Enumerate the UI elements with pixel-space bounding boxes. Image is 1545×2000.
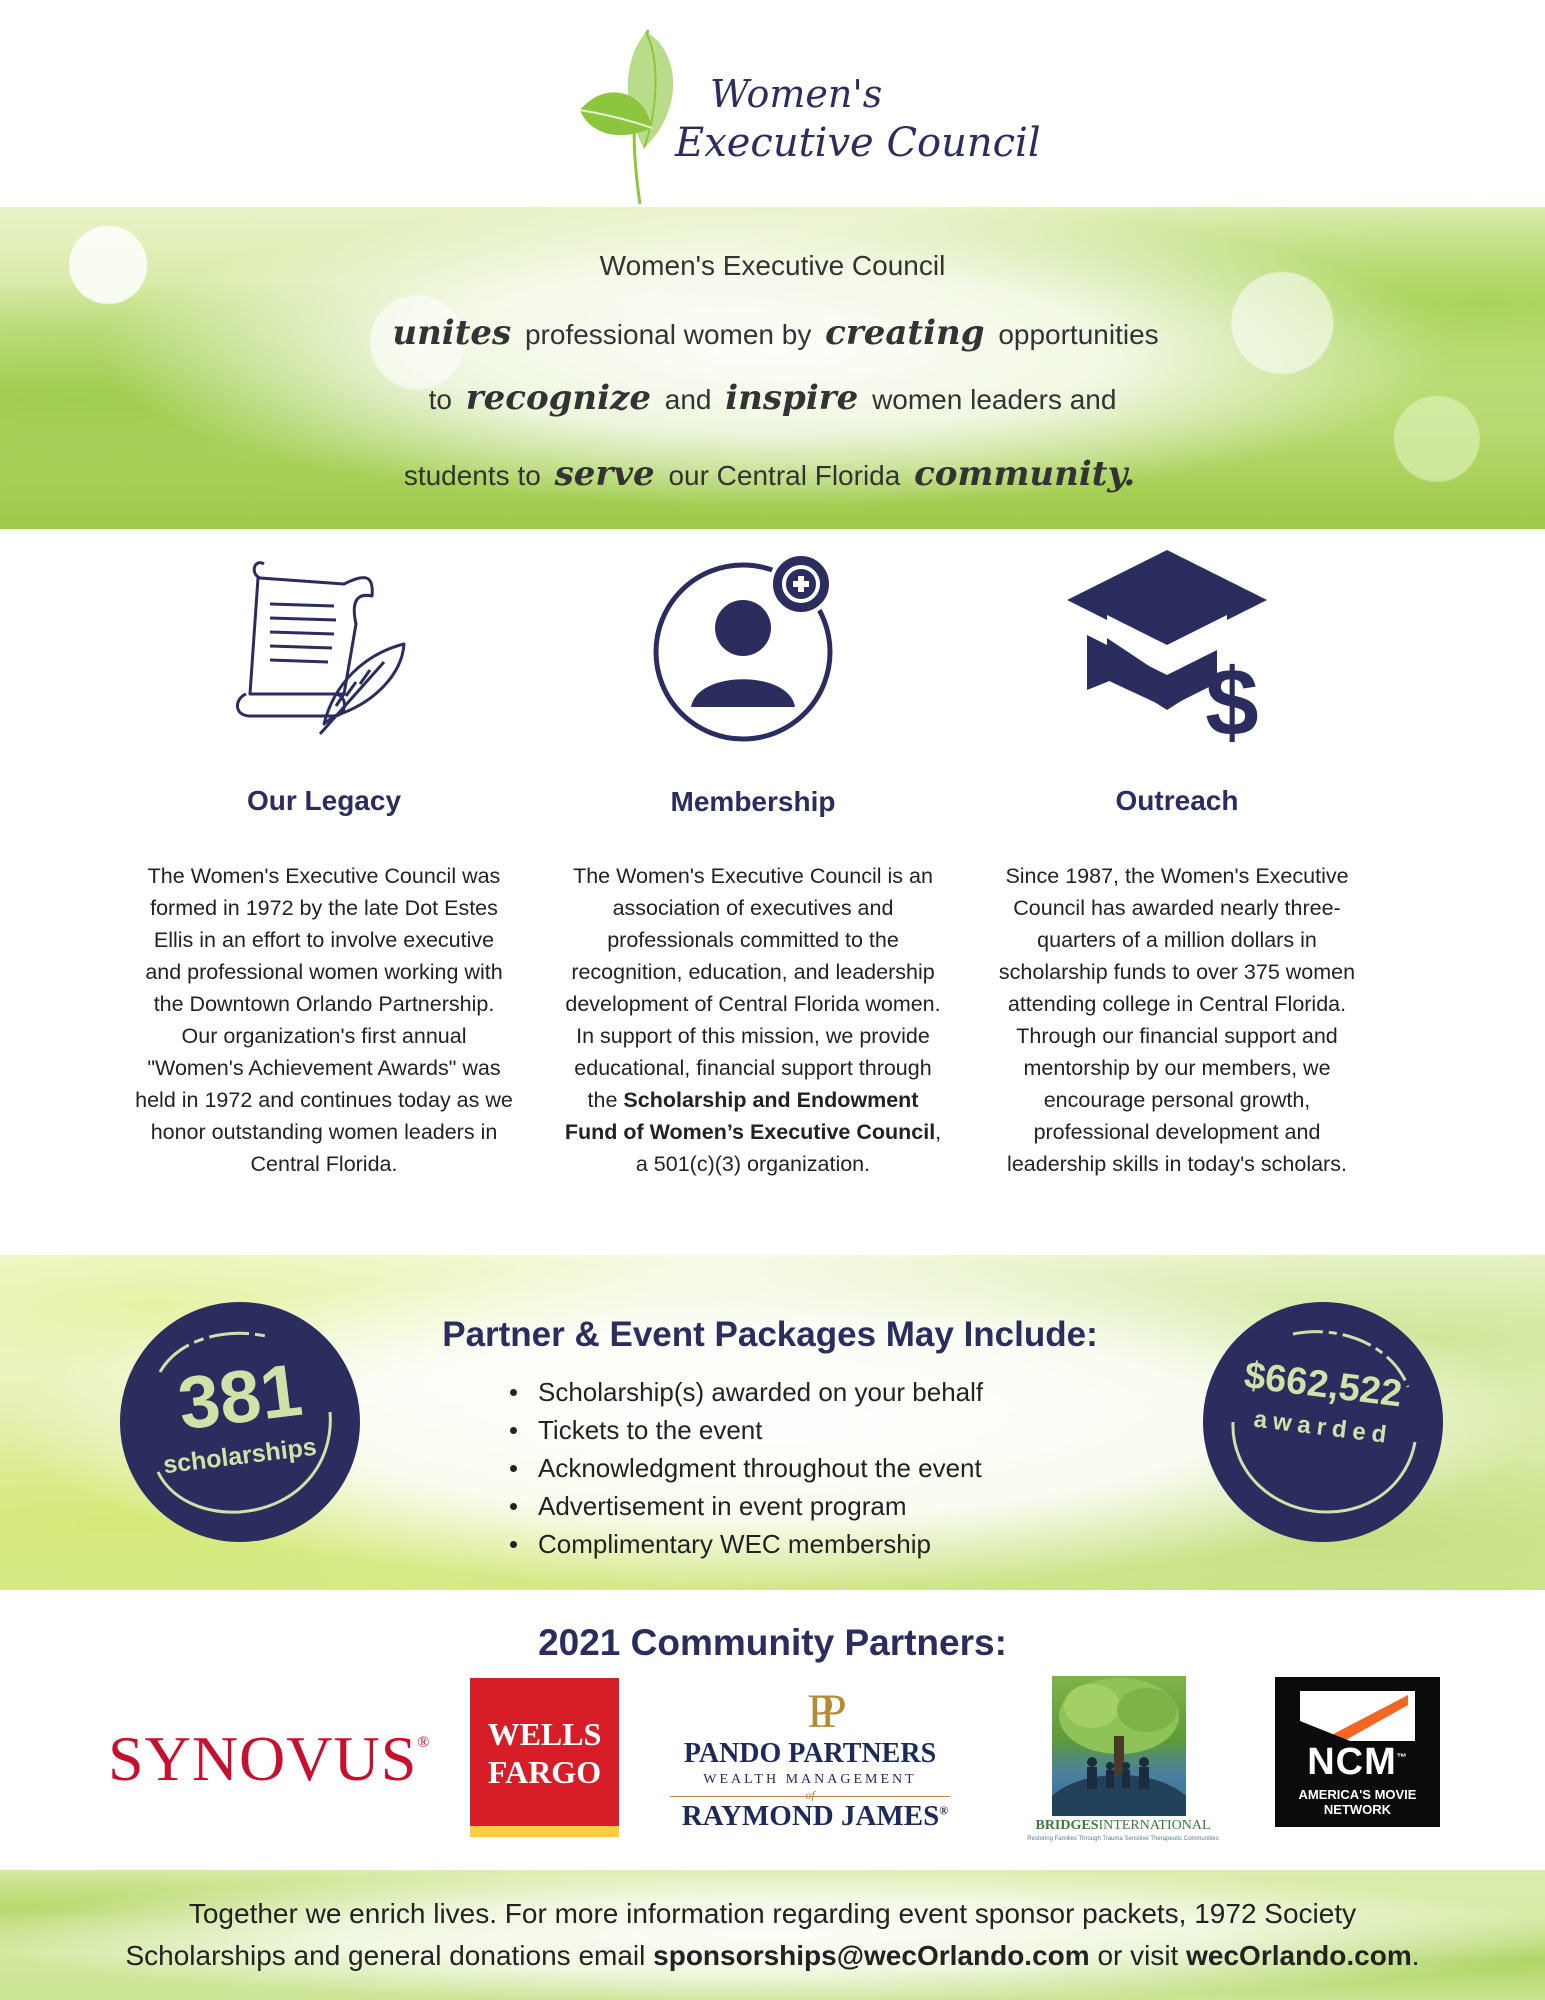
list-item: Advertisement in event program: [506, 1487, 983, 1525]
awarded-label: awarded: [1252, 1405, 1394, 1450]
legacy-title: Our Legacy: [246, 785, 402, 816]
mission-text: our Central Florida: [668, 460, 901, 491]
outreach-title: Outreach: [1115, 785, 1239, 816]
script-word: serve: [554, 454, 655, 494]
synovus-name: SYNOVUS: [108, 1723, 418, 1794]
legacy-body: The Women's Executive Council was formed in 1972 by the late Dot Estes Ellis in an effort to involve executive and professional women working with the Downtown Orlando Partnership. Our organization's first annual "Women's Achievement Awards" was held in 1972 and continues today as we honor outstanding women leaders in Central Florida.: [135, 864, 513, 1176]
pando-name: PANDO PARTNERS: [683, 1738, 937, 1769]
script-word: inspire: [725, 378, 859, 418]
leaf-icon: [560, 20, 710, 210]
registered-mark: ®: [417, 1734, 431, 1751]
mission-text: professional women by: [524, 319, 812, 350]
registered-mark: ®: [939, 1803, 949, 1818]
logo-line-2: Executive Council: [675, 120, 1041, 166]
scholarships-label: scholarships: [161, 1432, 319, 1480]
synovus-logo: [108, 1722, 430, 1796]
ncm-tagline-1: AMERICA'S MOVIE: [1298, 1787, 1417, 1802]
graduation-cap-dollar-icon: [1067, 550, 1287, 760]
list-item: Scholarship(s) awarded on your behalf: [506, 1373, 983, 1411]
pando-subtitle: WEALTH MANAGEMENT: [703, 1772, 917, 1787]
svg-text:$: $: [1205, 649, 1259, 756]
mission-org-name: Women's Executive Council: [599, 250, 946, 281]
awarded-stat-badge: [1203, 1302, 1443, 1542]
scroll-quill-icon: [224, 544, 424, 754]
bridges-name-bold: BRIDGES: [1035, 1818, 1099, 1833]
website-link[interactable]: wecOrlando.com: [1186, 1940, 1412, 1971]
pando-monogram: PP: [807, 1685, 833, 1738]
mission-text: students to: [403, 460, 541, 491]
mission-line-2: [0, 313, 1545, 353]
script-word: creating: [825, 313, 985, 353]
bridges-tree-image: [1052, 1676, 1186, 1816]
footer-banner: [0, 1870, 1545, 2000]
mission-line-3: [0, 378, 1545, 418]
mission-text: opportunities: [998, 319, 1159, 350]
footer-line-2: [0, 1940, 1545, 1972]
pando-of: of: [805, 1788, 815, 1802]
wells-fargo-logo: [470, 1678, 619, 1837]
footer-line-1: Together we enrich lives. For more information regarding event sponsor packets, 1972 Society: [188, 1898, 1357, 1929]
ncm-name: [1275, 1741, 1440, 1784]
wells-fargo-line-2: FARGO: [487, 1754, 602, 1790]
bridges-tagline: Restoring Families Through Trauma Sensitive Therapeutic Communities: [1027, 1836, 1219, 1842]
ncm-frame-icon: [1300, 1691, 1415, 1741]
bridges-name: [1018, 1818, 1228, 1834]
outreach-body: Since 1987, the Women's Executive Council has awarded nearly three-quarters of a million dollars in scholarship funds to over 375 women attending college in Central Florida. Through our financial support and mentorship by our members, we encourage personal growth, professional development and leadership skills in today's scholars.: [998, 864, 1356, 1176]
script-word: community.: [914, 454, 1136, 494]
mission-banner: [0, 207, 1545, 529]
bridges-international-logo: [1018, 1676, 1228, 1846]
membership-fund-name: Scholarship and Endowment Fund of Women’s Executive Council: [564, 1088, 936, 1144]
scholarships-count: 381: [173, 1347, 307, 1446]
ncm-tagline: [1275, 1787, 1440, 1817]
user-add-icon: [653, 552, 853, 752]
sponsorship-email-link[interactable]: sponsorships@wecOrlando.com: [653, 1940, 1090, 1971]
raymond-james-name: [660, 1800, 970, 1833]
script-word: recognize: [465, 378, 651, 418]
packages-list: [506, 1373, 983, 1563]
scholarships-stat-badge: [120, 1302, 360, 1542]
ncm-logo: [1275, 1677, 1440, 1827]
mission-text: women leaders and: [872, 384, 1117, 415]
pando-partners-logo: [660, 1684, 980, 1834]
membership-body-text: The Women's Executive Council is an association of executives and professionals committed to the recognition, education, and leadership development of Central Florida women. In support of this mission, we provide educational, financial support through the: [565, 864, 941, 1112]
wec-logo: [560, 20, 1041, 210]
membership-title: Membership: [670, 786, 836, 817]
ncm-name-text: NCM: [1307, 1741, 1397, 1783]
mission-line-4: [0, 454, 1545, 494]
list-item: Acknowledgment throughout the event: [506, 1449, 983, 1487]
wells-fargo-line-1: WELLS: [487, 1716, 602, 1752]
script-word: unites: [392, 313, 512, 353]
mission-line-1: [0, 250, 1545, 282]
packages-banner: [0, 1255, 1545, 1590]
list-item: Tickets to the event: [506, 1411, 983, 1449]
trademark: ™: [1396, 1752, 1408, 1764]
membership-body: [563, 860, 943, 1180]
bridges-name-rest: INTERNATIONAL: [1098, 1818, 1211, 1833]
packages-title: Partner & Event Packages May Include:: [442, 1315, 1098, 1354]
footer-period: .: [1411, 1940, 1420, 1971]
membership-body-end: , a 501(c)(3) organization.: [635, 1120, 942, 1176]
footer-text: Scholarships and general donations email: [125, 1940, 646, 1971]
tree-bridge-family-icon: [1052, 1676, 1186, 1816]
mission-text: to: [428, 384, 452, 415]
mission-text: and: [664, 384, 712, 415]
logo-line-1: Women's: [710, 72, 883, 116]
footer-text: or visit: [1097, 1940, 1179, 1971]
raymond-james-text: RAYMOND JAMES: [681, 1800, 940, 1832]
awarded-amount: $662,522: [1241, 1354, 1405, 1416]
partners-title: 2021 Community Partners:: [538, 1622, 1007, 1663]
list-item: Complimentary WEC membership: [506, 1525, 983, 1563]
ncm-tagline-2: NETWORK: [1323, 1802, 1392, 1817]
